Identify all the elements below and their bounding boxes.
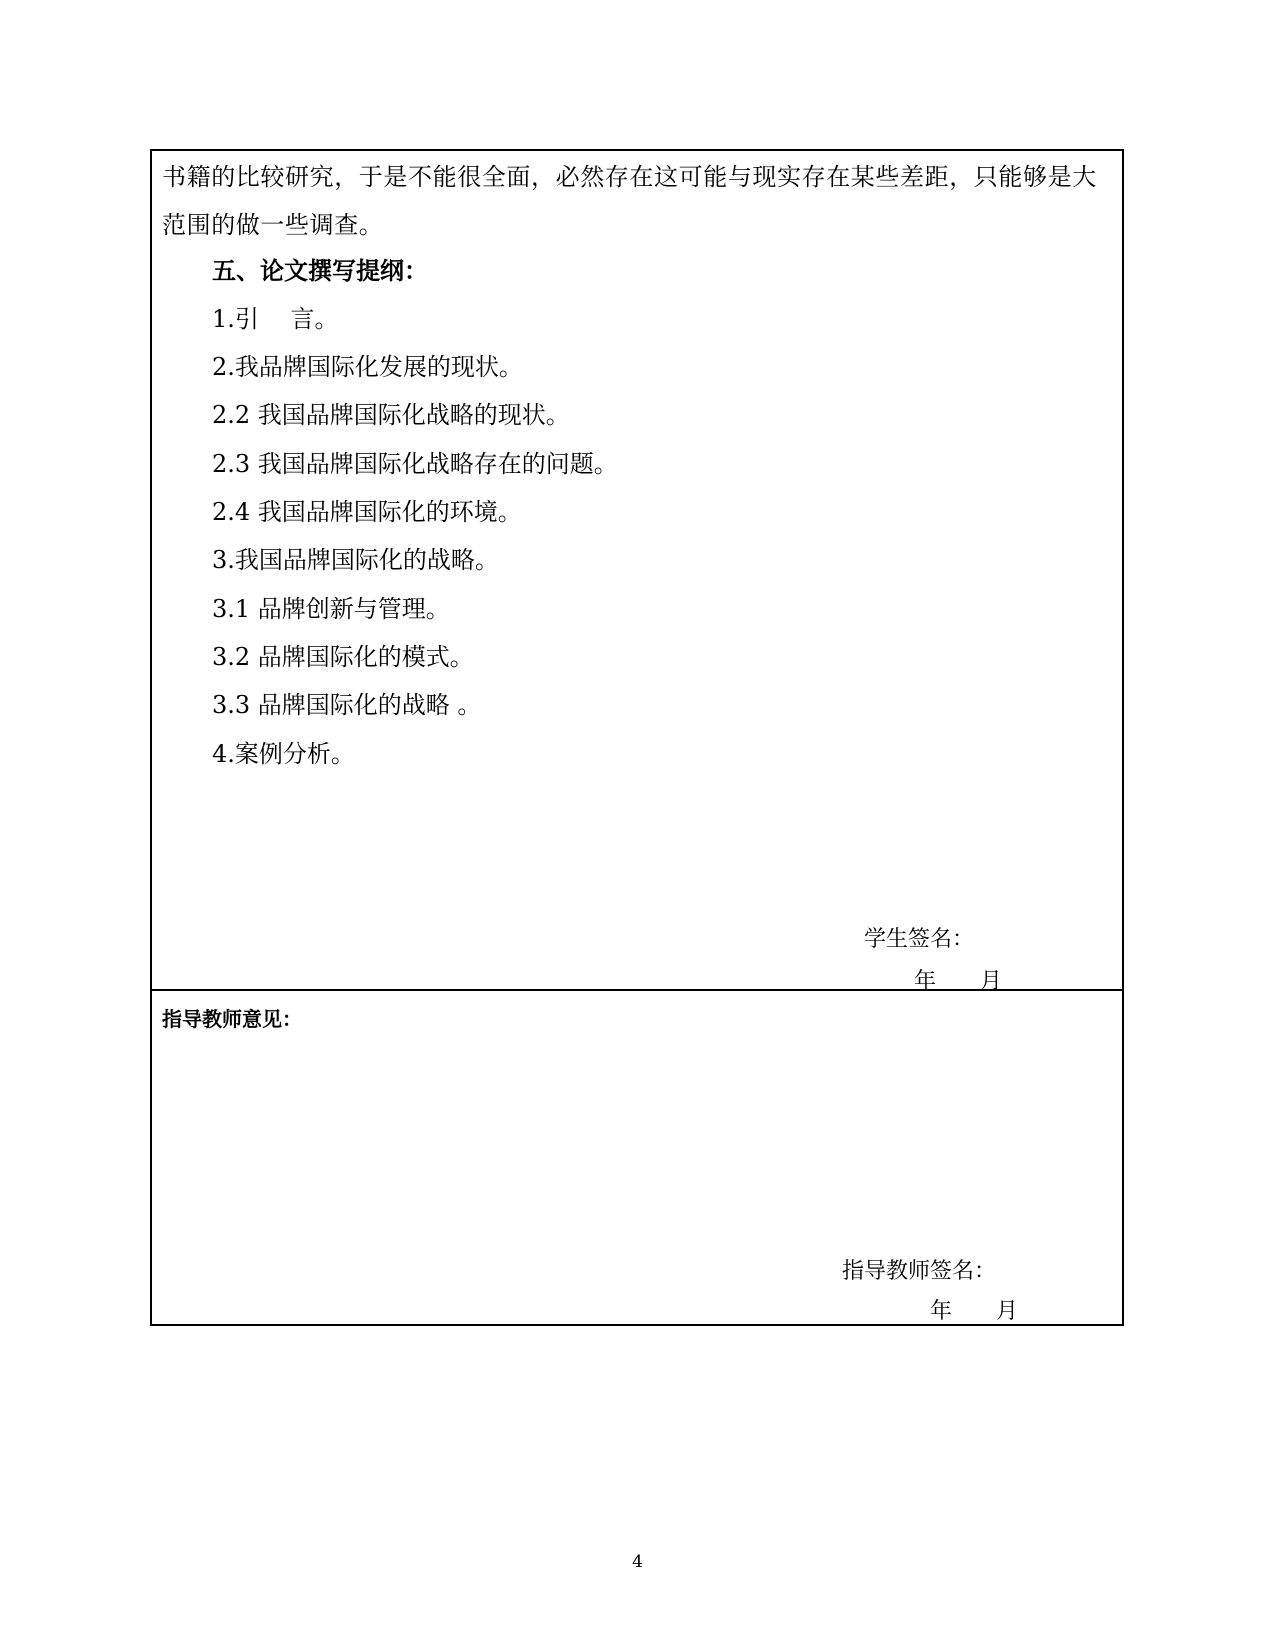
outline-item: 2.3 我国品牌国际化战略存在的问题。 [212, 450, 618, 478]
outline-item: 3.2 品牌国际化的模式。 [212, 643, 474, 671]
outline-item: 2.我品牌国际化发展的现状。 [212, 353, 523, 381]
advisor-opinion-heading: 指导教师意见： [162, 1007, 302, 1031]
outline-cell [152, 151, 1122, 994]
paragraph-line-2: 范围的做一些调查。 [162, 211, 384, 239]
student-signature-label: 学生签名： [864, 927, 975, 952]
proposal-form-table [150, 149, 1124, 1326]
paragraph-line-1: 书籍的比较研究，于是不能很全面，必然存在这可能与现实存在某些差距，只能够是大 [162, 163, 1097, 191]
outline-item: 2.4 我国品牌国际化的环境。 [212, 498, 522, 526]
outline-item: 3.1 品牌创新与管理。 [212, 595, 450, 623]
student-date-month: 月 [980, 969, 1003, 994]
advisor-signature-label: 指导教师签名： [842, 1259, 997, 1284]
section-heading: 五、论文撰写提纲： [212, 257, 428, 285]
outline-item: 3.3 品牌国际化的战略 。 [212, 691, 482, 719]
outline-item: 3.我国品牌国际化的战略。 [212, 546, 499, 574]
student-date-year: 年 [914, 969, 937, 994]
advisor-date-year: 年 [930, 1299, 953, 1324]
outline-item: 4.案例分析。 [212, 740, 355, 768]
advisor-date-month: 月 [996, 1299, 1019, 1324]
outline-item: 2.2 我国品牌国际化战略的现状。 [212, 401, 570, 429]
page-number: 4 [632, 1552, 643, 1572]
outline-item: 1.引 言。 [212, 305, 339, 333]
advisor-opinion-cell [152, 991, 1122, 1324]
